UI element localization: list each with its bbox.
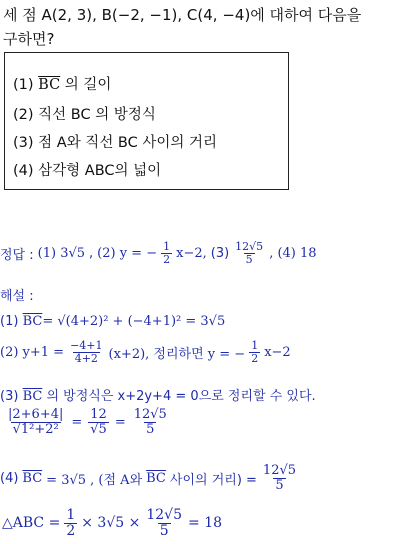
answer-2-fraction (161, 241, 172, 265)
step-5-fraction-2 (144, 508, 184, 538)
explanation-step-2 (0, 340, 291, 364)
step-3-num-2: 12 (90, 407, 107, 422)
answer-3-num: 12√5 (235, 240, 264, 253)
option-4-text: 삼각형 ABC의 넓이 (38, 163, 162, 179)
answer-line: 정답 : (1) 3√5 , (2) y = − $\frac{1}{2}$ x−2, (3) $\frac{12√5}{5}$ , (4) 18 (0, 240, 317, 266)
step-5-num-2: 12√5 (146, 507, 183, 523)
step-3-num-1: |2+6+4| (8, 407, 64, 422)
step-3-equals-1: = (71, 414, 83, 430)
step-5-den-2: 5 (159, 522, 169, 539)
step-1-text: = √(4+2)² + (−4+1)² = 3√5 (42, 314, 226, 329)
answer-3-fraction (233, 241, 265, 265)
step-4-fraction (261, 464, 298, 492)
explanation-step-3-calc (6, 408, 169, 436)
step-3-den-3: 5 (146, 421, 155, 437)
answer-4: , (4) 18 (269, 245, 317, 261)
step-4-middle: = 3√5 , (점 A와 (46, 472, 143, 488)
step-3-den-2: √5 (90, 421, 107, 437)
step-1-number: (1) (0, 314, 19, 329)
step-2-fraction-1 (68, 340, 104, 364)
step-4-segment-2: $\overline{BC}$ (146, 470, 166, 486)
answer-2-suffix: x−2, (176, 245, 207, 261)
step-4-den: 5 (275, 477, 284, 493)
step-2-fraction-2 (249, 340, 260, 364)
explanation-step-1 (0, 314, 225, 329)
answer-2-num: 1 (163, 240, 171, 253)
option-4-number: (4) (13, 163, 34, 179)
option-1 (13, 73, 111, 94)
step-5-suffix: = 18 (188, 515, 223, 532)
step-4-number: (4) (0, 470, 19, 486)
step-3-number: (3) (0, 389, 19, 404)
step-2-num-2: 1 (251, 339, 259, 352)
option-2-text: 직선 BC 의 방정식 (38, 107, 156, 123)
step-5-middle: × 3√5 × (81, 515, 141, 532)
answer-2-prefix: (2) y = − (97, 245, 158, 261)
step-1-segment: $\overline{BC}$ (22, 314, 43, 329)
step-3-den-1: √1²+2² (12, 421, 59, 437)
step-2-den-2: 2 (251, 351, 259, 365)
step-3-fraction-3 (132, 408, 169, 436)
option-2-number: (2) (13, 107, 34, 123)
step-2-prefix: (2) y+1 = (0, 344, 65, 360)
step-5-den-1: 2 (66, 522, 76, 539)
option-3-text: 점 A와 직선 BC 사이의 거리 (38, 135, 218, 151)
step-3-equals-2: = (114, 414, 126, 430)
step-4-text: 사이의 거리) = (169, 472, 257, 488)
step-3-fraction-1 (6, 408, 65, 436)
answer-label: 정답 : (0, 247, 34, 263)
option-3 (13, 131, 217, 152)
option-1-segment: $\overline{BC}$ (38, 77, 61, 93)
step-2-num-1: −4+1 (70, 339, 103, 352)
option-2 (13, 103, 156, 124)
step-3-segment: $\overline{BC}$ (22, 389, 43, 404)
answer-2-den: 2 (163, 252, 171, 266)
answer-3-prefix: (3) (210, 245, 230, 261)
option-1-number: (1) (13, 77, 34, 93)
option-1-text: 의 길이 (60, 77, 112, 93)
step-3-fraction-2 (88, 408, 109, 436)
step-5-num-1: 1 (66, 507, 76, 523)
option-3-number: (3) (13, 135, 34, 151)
step-3-num-3: 12√5 (133, 407, 167, 422)
question-line-2: 구하면? (3, 30, 55, 48)
step-2-middle: (x+2), 정리하면 y = − (108, 346, 246, 362)
explanation-step-3 (0, 385, 316, 404)
explanation-step-4 (0, 464, 298, 492)
step-2-den-1: 4+2 (74, 351, 98, 365)
step-3-text: 의 방정식은 x+2y+4 = 0으로 정리할 수 있다. (46, 389, 316, 404)
explanation-label: 해설 : (0, 289, 34, 304)
step-4-segment: $\overline{BC}$ (22, 470, 43, 486)
step-2-suffix: x−2 (264, 344, 291, 360)
answer-3-den: 5 (245, 252, 253, 266)
answer-1: (1) 3√5 (37, 245, 86, 261)
option-4 (13, 159, 161, 180)
step-5-prefix: △ABC = (2, 515, 61, 532)
step-4-num: 12√5 (262, 463, 297, 478)
explanation-step-5 (2, 508, 222, 538)
question-line-1: 세 점 A(2, 3), B(−2, −1), C(4, −4)에 대하여 다음을 (3, 6, 362, 24)
options-box (4, 52, 289, 190)
step-5-fraction-1 (64, 508, 77, 538)
